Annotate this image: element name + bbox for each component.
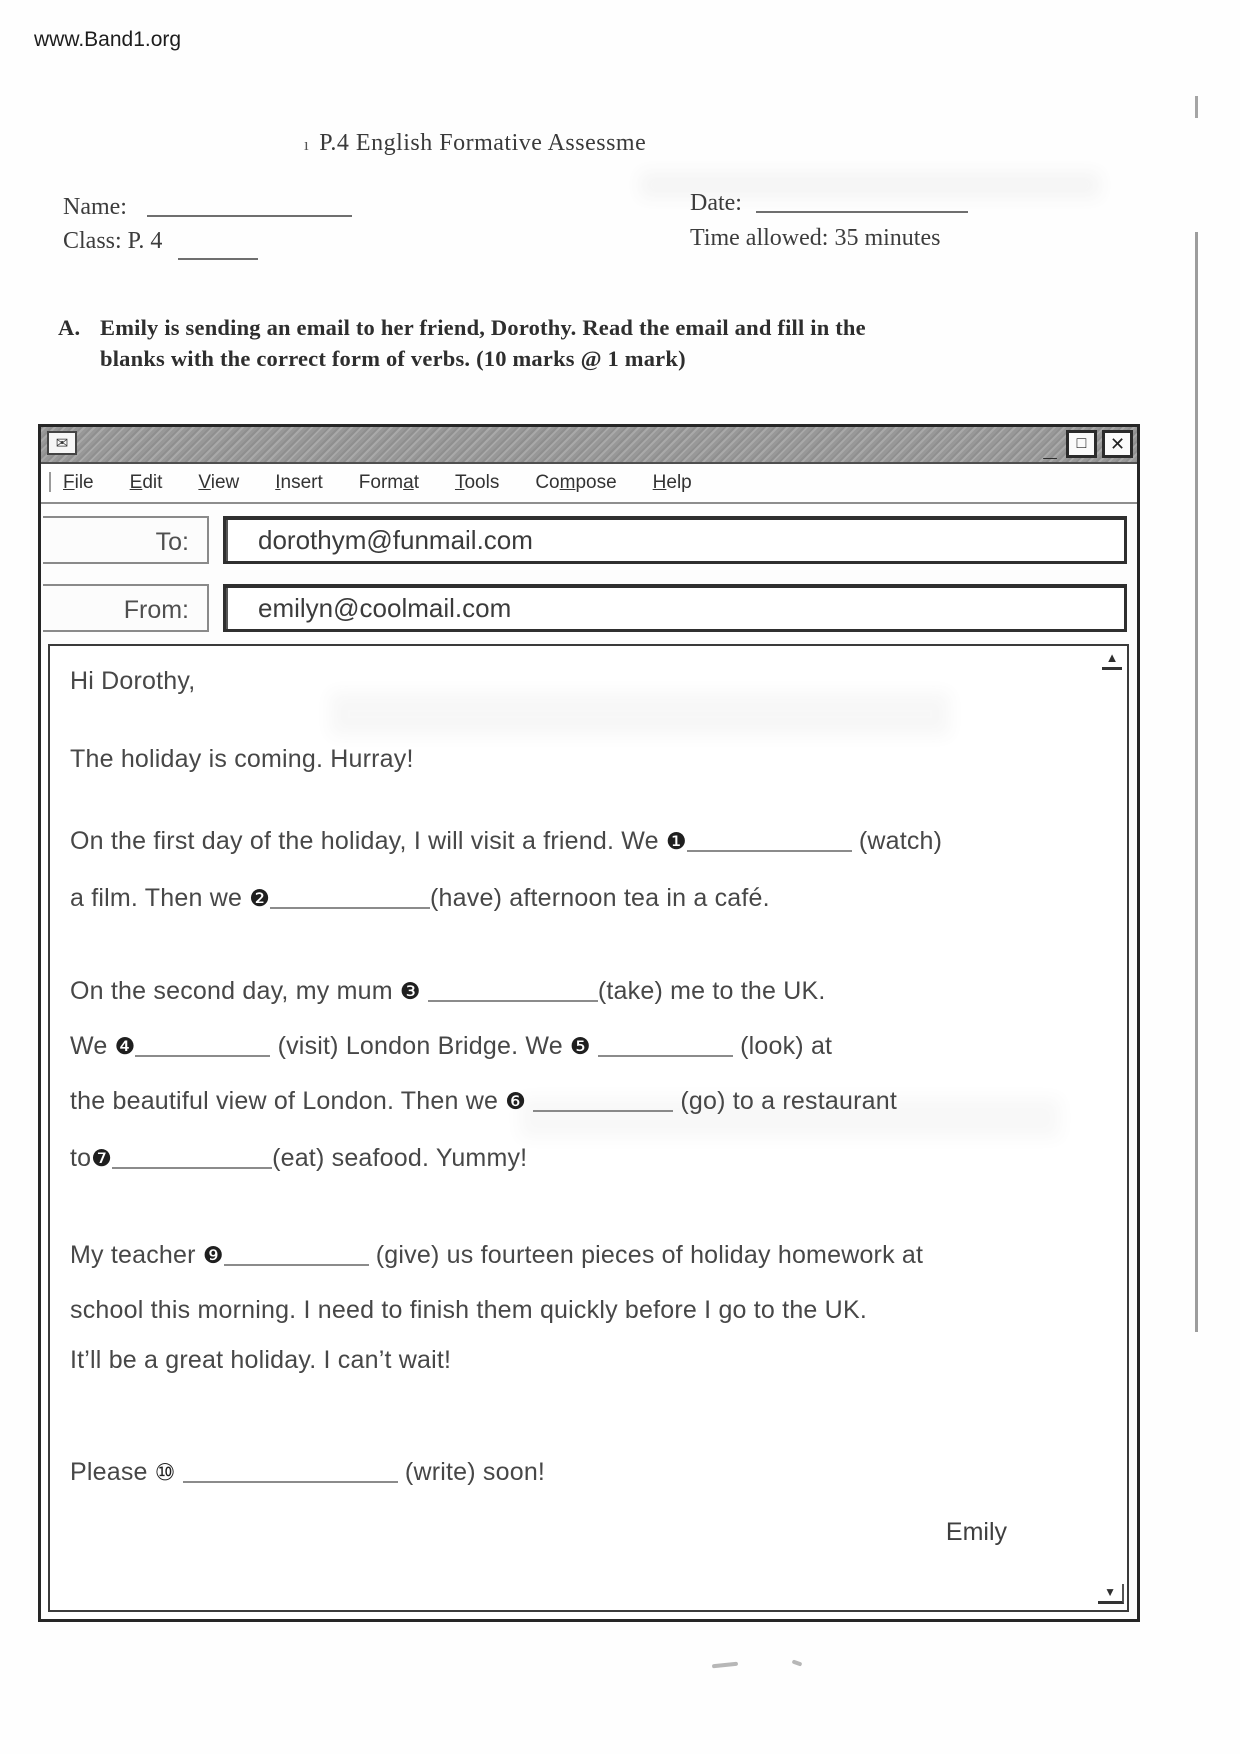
to-button[interactable]: To: [43, 516, 209, 564]
body-line [70, 1236, 1097, 1275]
menu-item-tools[interactable]: Tools [454, 472, 500, 493]
body-text: Hi Dorothy, [70, 667, 196, 695]
scan-page-edge-tick [1195, 96, 1198, 118]
time-allowed-row [690, 225, 940, 252]
circled-number-icon: ❺ [569, 1034, 591, 1060]
answer-blank-5[interactable] [598, 1027, 733, 1057]
body-text [421, 977, 428, 1005]
class-row [63, 228, 258, 255]
answer-blank-7[interactable] [112, 1139, 272, 1169]
menu-item-help[interactable]: Help [652, 472, 692, 493]
circled-number-icon: ⑩ [154, 1460, 176, 1486]
body-text: (have) afternoon tea in a café. [430, 884, 770, 912]
body-line [70, 1453, 1097, 1492]
circled-number-icon: ❼ [91, 1146, 113, 1172]
window-titlebar[interactable] [41, 427, 1137, 464]
time-allowed-label: Time allowed: 35 minutes [690, 225, 941, 251]
body-text: (visit) London Bridge. We [270, 1032, 570, 1060]
menu-item-view[interactable]: View [198, 472, 240, 493]
maximize-button[interactable]: □ [1066, 430, 1097, 458]
answer-blank-1[interactable] [687, 822, 852, 852]
from-input[interactable]: emilyn@coolmail.com [223, 584, 1127, 632]
menu-item-compose[interactable]: Compose [535, 472, 617, 493]
scan-smudge [712, 1662, 738, 1669]
body-line [70, 1291, 1097, 1329]
instruction-line-2: blanks with the correct form of verbs. (10 marks @ 1 mark) [100, 346, 686, 371]
name-row [63, 194, 352, 221]
body-text: the beautiful view of London. Then we [70, 1087, 506, 1115]
answer-blank-3[interactable] [428, 972, 598, 1002]
menu-item-edit[interactable]: Edit [129, 472, 163, 493]
body-text: to [70, 1144, 92, 1172]
answer-blank-4[interactable] [135, 1027, 270, 1057]
body-text: Please [70, 1458, 155, 1486]
class-blank[interactable] [178, 238, 258, 260]
menu-bar-items [41, 464, 1137, 504]
envelope-icon: ✉ [47, 431, 77, 455]
body-line [70, 822, 1097, 861]
body-text: We [70, 1032, 115, 1060]
circled-number-icon: ❻ [505, 1089, 527, 1115]
body-line [70, 972, 1097, 1011]
email-compose-window [38, 424, 1140, 1622]
from-field-row [43, 582, 1127, 634]
body-text: (watch) [851, 827, 943, 855]
body-line [70, 1341, 1097, 1379]
circled-number-icon: ❹ [114, 1034, 136, 1060]
scan-page-edge-line [1195, 232, 1198, 1332]
scan-bleedthrough [330, 692, 950, 736]
circled-number-icon: ❸ [399, 979, 421, 1005]
minimize-button[interactable]: _ [1043, 435, 1057, 462]
body-text: (give) us fourteen pieces of holiday homework at [368, 1241, 924, 1269]
body-line [70, 879, 1097, 918]
scrollbar-down-arrow-icon[interactable]: ▼ [1098, 1584, 1124, 1604]
signature-emily: Emily [945, 1518, 1007, 1546]
body-text: (write) soon! [397, 1458, 546, 1486]
circled-number-icon: ❷ [249, 886, 271, 912]
body-text: My teacher [70, 1241, 203, 1269]
body-text: On the second day, my mum [70, 977, 400, 1005]
scrollbar-up-arrow-icon[interactable]: ▲ [1102, 652, 1122, 670]
scan-bleedthrough [520, 1098, 1060, 1138]
body-text: a film. Then we [70, 884, 250, 912]
name-label: Name: [63, 194, 127, 220]
from-button[interactable]: From: [43, 584, 209, 632]
close-button[interactable]: ✕ [1102, 430, 1133, 458]
answer-blank-2[interactable] [270, 879, 430, 909]
email-body-lines [70, 662, 1097, 1492]
body-line [70, 740, 1097, 778]
menu-item-format[interactable]: Format [358, 472, 419, 493]
body-text [176, 1458, 183, 1486]
body-text: school this morning. I need to finish them quickly before I go to the UK. [70, 1296, 867, 1324]
to-input[interactable]: dorothym@funmail.com [223, 516, 1127, 564]
body-text: On the first day of the holiday, I will visit a friend. We [70, 827, 666, 855]
body-text: (look) at [732, 1032, 833, 1060]
scan-bleedthrough [640, 172, 1100, 198]
scan-smudge [792, 1659, 803, 1666]
date-label: Date: [690, 190, 742, 216]
menu-item-file[interactable]: File [63, 472, 94, 493]
body-text [591, 1032, 598, 1060]
menu-item-insert[interactable]: Insert [275, 472, 323, 493]
body-text: (take) me to the UK. [597, 977, 826, 1005]
window-controls [1039, 430, 1133, 462]
body-text: (eat) seafood. Yummy! [272, 1144, 528, 1172]
circled-number-icon: ❶ [665, 829, 687, 855]
answer-blank-8[interactable] [224, 1236, 369, 1266]
page-title [304, 130, 646, 157]
class-label: Class: P. 4 [63, 228, 163, 254]
answer-blank-9[interactable] [183, 1453, 398, 1483]
section-a-instructions [58, 312, 1030, 374]
watermark-url: www.Band1.org [34, 28, 182, 51]
body-text: (go) to a restaurant [673, 1087, 897, 1115]
circled-number-icon: ❾ [202, 1243, 224, 1269]
body-line [70, 1027, 1097, 1066]
body-text: The holiday is coming. Hurray! [70, 745, 414, 773]
instruction-line-1: Emily is sending an email to her friend, Dorothy. Read the email and fill in the [100, 315, 866, 340]
title-text: P.4 English Formative Assessme [319, 130, 647, 156]
body-line [70, 1139, 1097, 1178]
section-a-marker: A. [58, 315, 81, 340]
body-text: It’ll be a great holiday. I can’t wait! [70, 1346, 452, 1374]
title-prefix-mark: ı [304, 135, 310, 154]
name-blank[interactable] [147, 195, 352, 217]
to-field-row [43, 514, 1127, 566]
